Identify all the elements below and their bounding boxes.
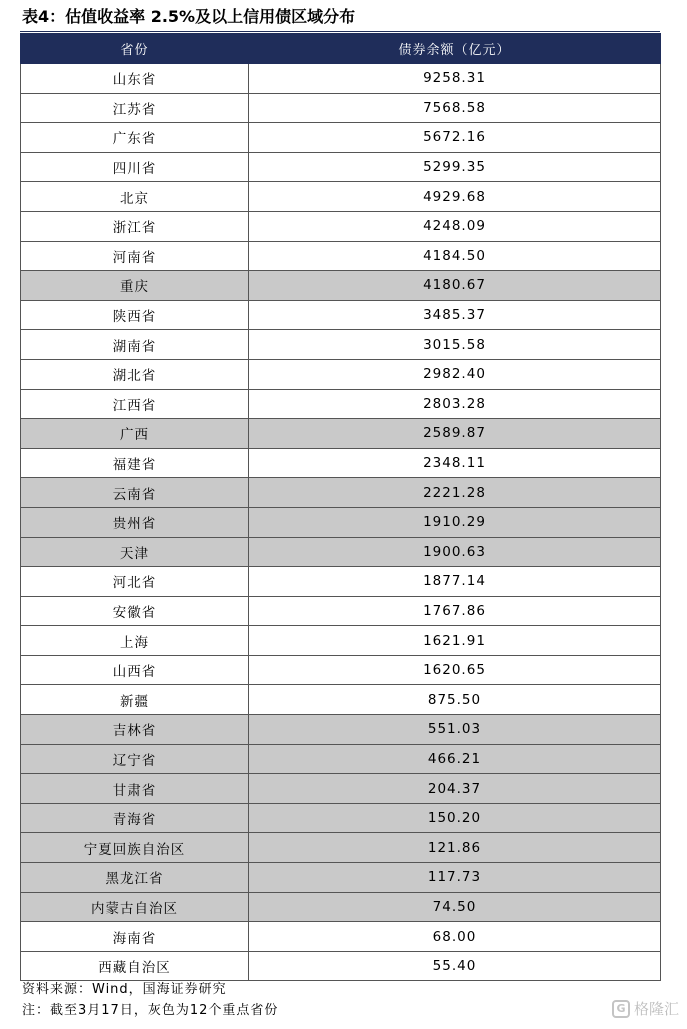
- province-cell: 四川省: [21, 152, 249, 182]
- balance-cell: 2803.28: [249, 389, 661, 419]
- table-row: [21, 655, 661, 685]
- balance-cell: 1767.86: [249, 596, 661, 626]
- balance-cell: 1910.29: [249, 507, 661, 537]
- province-cell: 河北省: [21, 567, 249, 597]
- table-row: [21, 211, 661, 241]
- table-row: [21, 182, 661, 212]
- province-cell: 山西省: [21, 655, 249, 685]
- province-cell: 天津: [21, 537, 249, 567]
- balance-cell: 3015.58: [249, 330, 661, 360]
- column-header-province: 省份: [21, 34, 249, 64]
- balance-cell: 1621.91: [249, 626, 661, 656]
- province-cell: 福建省: [21, 448, 249, 478]
- province-cell: 云南省: [21, 478, 249, 508]
- balance-cell: 68.00: [249, 922, 661, 952]
- balance-cell: 1877.14: [249, 567, 661, 597]
- title-divider: [20, 31, 660, 32]
- table-body: [21, 64, 661, 981]
- province-cell: 江西省: [21, 389, 249, 419]
- balance-cell: 4180.67: [249, 271, 661, 301]
- table-row: [21, 419, 661, 449]
- balance-cell: 9258.31: [249, 64, 661, 94]
- watermark-logo-icon: G: [612, 1000, 630, 1018]
- table-row: [21, 715, 661, 745]
- table-row: [21, 537, 661, 567]
- balance-cell: 4184.50: [249, 241, 661, 271]
- column-header-balance: 债券余额（亿元）: [249, 34, 661, 64]
- table-row: [21, 359, 661, 389]
- table-row: [21, 123, 661, 153]
- balance-cell: 74.50: [249, 892, 661, 922]
- table-row: [21, 803, 661, 833]
- balance-cell: 875.50: [249, 685, 661, 715]
- balance-cell: 5672.16: [249, 123, 661, 153]
- balance-cell: 1620.65: [249, 655, 661, 685]
- table-row: [21, 685, 661, 715]
- balance-cell: 466.21: [249, 744, 661, 774]
- province-cell: 内蒙古自治区: [21, 892, 249, 922]
- balance-cell: 2982.40: [249, 359, 661, 389]
- province-cell: 新疆: [21, 685, 249, 715]
- province-cell: 辽宁省: [21, 744, 249, 774]
- balance-cell: 4929.68: [249, 182, 661, 212]
- balance-cell: 2221.28: [249, 478, 661, 508]
- province-cell: 安徽省: [21, 596, 249, 626]
- table-row: [21, 93, 661, 123]
- table-row: [21, 448, 661, 478]
- province-cell: 黑龙江省: [21, 863, 249, 893]
- province-cell: 甘肃省: [21, 774, 249, 804]
- table-row: [21, 863, 661, 893]
- province-cell: 北京: [21, 182, 249, 212]
- balance-cell: 7568.58: [249, 93, 661, 123]
- table-row: [21, 626, 661, 656]
- province-cell: 陕西省: [21, 300, 249, 330]
- table-row: [21, 892, 661, 922]
- table-row: [21, 567, 661, 597]
- balance-cell: 3485.37: [249, 300, 661, 330]
- balance-cell: 4248.09: [249, 211, 661, 241]
- table-row: [21, 951, 661, 981]
- balance-cell: 55.40: [249, 951, 661, 981]
- balance-cell: 117.73: [249, 863, 661, 893]
- province-cell: 贵州省: [21, 507, 249, 537]
- table-row: [21, 833, 661, 863]
- balance-cell: 121.86: [249, 833, 661, 863]
- province-cell: 吉林省: [21, 715, 249, 745]
- balance-cell: 2589.87: [249, 419, 661, 449]
- balance-cell: 150.20: [249, 803, 661, 833]
- table-row: [21, 744, 661, 774]
- bond-balance-table: [20, 33, 661, 981]
- balance-cell: 5299.35: [249, 152, 661, 182]
- province-cell: 山东省: [21, 64, 249, 94]
- table-row: [21, 241, 661, 271]
- province-cell: 宁夏回族自治区: [21, 833, 249, 863]
- province-cell: 江苏省: [21, 93, 249, 123]
- table-row: [21, 478, 661, 508]
- balance-cell: 1900.63: [249, 537, 661, 567]
- province-cell: 广东省: [21, 123, 249, 153]
- province-cell: 湖南省: [21, 330, 249, 360]
- province-cell: 重庆: [21, 271, 249, 301]
- watermark: [612, 998, 679, 1019]
- province-cell: 青海省: [21, 803, 249, 833]
- table-row: [21, 330, 661, 360]
- table-row: [21, 64, 661, 94]
- balance-cell: 2348.11: [249, 448, 661, 478]
- source-note: 资料来源：Wind，国海证券研究: [22, 982, 227, 997]
- footnote: 注：截至3月17日，灰色为12个重点省份: [22, 1003, 279, 1018]
- province-cell: 湖北省: [21, 359, 249, 389]
- table-row: [21, 152, 661, 182]
- province-cell: 海南省: [21, 922, 249, 952]
- balance-cell: 551.03: [249, 715, 661, 745]
- province-cell: 河南省: [21, 241, 249, 271]
- table-row: [21, 507, 661, 537]
- balance-cell: 204.37: [249, 774, 661, 804]
- province-cell: 上海: [21, 626, 249, 656]
- table-title: 表4：估值收益率 2.5%及以上信用债区域分布: [22, 7, 356, 26]
- table-row: [21, 774, 661, 804]
- table-row: [21, 922, 661, 952]
- watermark-text: 格隆汇: [633, 1000, 679, 1018]
- province-cell: 西藏自治区: [21, 951, 249, 981]
- table-row: [21, 300, 661, 330]
- province-cell: 广西: [21, 419, 249, 449]
- province-cell: 浙江省: [21, 211, 249, 241]
- table-header-row: [21, 34, 661, 64]
- table-row: [21, 596, 661, 626]
- table-row: [21, 271, 661, 301]
- table-row: [21, 389, 661, 419]
